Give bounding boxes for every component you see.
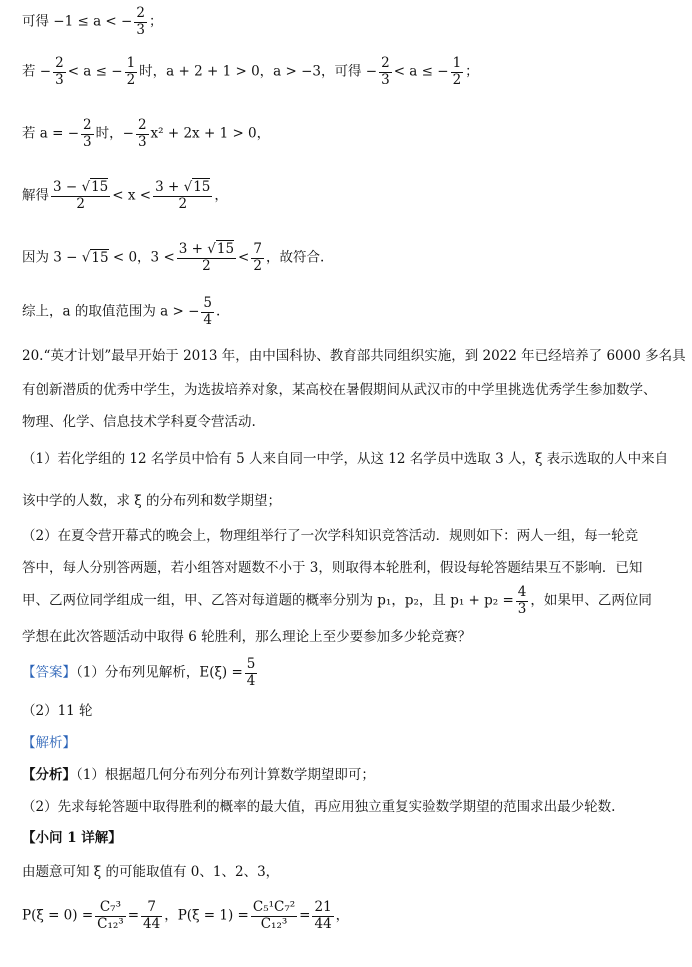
- fraction: [95, 900, 126, 932]
- question-2-line-2: 答中，每人分别答两题，若小组答对题数不小于 3，则取得本轮胜利，假设每轮答题结果互不影响．已知: [22, 560, 643, 576]
- denominator: 2: [452, 71, 462, 88]
- numerator: 3 + √15: [155, 179, 211, 195]
- fenxi-tag: 【分析】: [22, 767, 76, 783]
- radicand: 15: [91, 179, 109, 195]
- fraction: [451, 56, 464, 88]
- text: ，P(ξ = 1) =: [164, 907, 249, 924]
- numerator: 5: [203, 295, 212, 311]
- text: 3 +: [155, 179, 184, 195]
- numerator: 2: [136, 5, 145, 21]
- fenxi-line-1: [22, 763, 375, 783]
- numerator: C₇³: [95, 900, 126, 917]
- answer-line-1: [22, 657, 259, 689]
- text: 时，a + 2 + 1 > 0，a > −3，可得 −: [139, 63, 378, 80]
- fraction: [141, 900, 162, 932]
- detail-line-2: [22, 900, 349, 932]
- text: P(ξ = 0) =: [22, 907, 94, 924]
- numerator: 4: [517, 584, 527, 600]
- fraction: [251, 242, 264, 274]
- solution-line-5: 因为 3 − √15 < 0，3 < $\frac{3 + √15}{2}$ < $\frac{7}{2}$ ，故符合.: [22, 241, 325, 274]
- question-1-line-1: （1）若化学组的 12 名学员中恰有 5 人来自同一中学，从这 12 名学员中选取 3 人，ξ 表示选取的人中来自: [22, 451, 669, 467]
- solution-line-6: [22, 296, 220, 328]
- numerator: 7: [253, 241, 262, 257]
- detail-tag: 【小问 1 详解】: [22, 830, 122, 846]
- answer-tag: 【答案】: [22, 664, 76, 681]
- text: < x <: [112, 187, 152, 204]
- text: ，: [214, 187, 228, 204]
- text: 因为 3 −: [22, 249, 82, 266]
- denominator: 3: [55, 71, 64, 88]
- radicand: 15: [193, 179, 211, 195]
- text: ，故符合.: [265, 249, 325, 266]
- problem-line-3: 物理、化学、信息技术学科夏令营活动.: [22, 414, 256, 430]
- numerator: 3 − √15: [53, 179, 109, 195]
- numerator: 1: [126, 55, 136, 71]
- text: x² + 2x + 1 > 0，: [150, 125, 271, 142]
- text: （1）根据超几何分布列分布列计算数学期望即可；: [76, 767, 375, 783]
- numerator: 5: [246, 656, 256, 672]
- text: 甲、乙两位同学组成一组，甲、乙答对每道题的概率分别为 p₁，p₂，且 p₁ + p₂ =: [22, 592, 514, 609]
- analysis-tag: 【解析】: [22, 735, 76, 751]
- text: .: [215, 303, 221, 320]
- denominator: 3: [381, 71, 390, 88]
- fraction: [379, 56, 392, 88]
- text: <: [238, 249, 250, 266]
- text: < a ≤ −: [67, 63, 123, 80]
- fraction: [245, 657, 258, 689]
- numerator: 3 + √15: [178, 241, 235, 257]
- text: 综上，a 的取值范围为 a > −: [22, 303, 200, 320]
- text: =: [299, 907, 311, 924]
- numerator: 2: [83, 117, 92, 133]
- numerator: 7: [141, 900, 162, 917]
- question-2-line-4: 学想在此次答题活动中取得 6 轮胜利，那么理论上至少要参加多少轮竞赛？: [22, 629, 472, 645]
- text: 3 −: [53, 179, 82, 195]
- numerator: 2: [55, 55, 64, 71]
- fraction: [136, 118, 149, 150]
- denominator: 3: [83, 133, 92, 150]
- denominator: C₁₂³: [260, 915, 288, 932]
- question-1-line-2: 该中学的人数，求 ξ 的分布列和数学期望；: [22, 493, 282, 509]
- numerator: C₅¹C₇²: [252, 899, 296, 915]
- fraction: [153, 180, 212, 212]
- answer-line-2: （2）11 轮: [22, 703, 93, 719]
- numerator: 2: [381, 55, 390, 71]
- text: ，: [335, 907, 350, 924]
- text: 3 +: [178, 241, 208, 257]
- question-2-line-3: [22, 585, 652, 617]
- denominator: 4: [203, 311, 212, 328]
- problem-line-1: 20.“英才计划”最早开始于 2013 年，由中国科协、教育部共同组织实施，到 2022 年已经培养了 6000 多名具: [22, 348, 686, 364]
- denominator: 3: [517, 600, 527, 617]
- denominator: 3: [136, 21, 145, 38]
- fraction: [312, 900, 333, 932]
- solution-line-4: [22, 180, 228, 212]
- denominator: 44: [143, 915, 161, 932]
- fraction: [134, 6, 147, 38]
- fraction: [201, 296, 214, 328]
- denominator: 2: [178, 195, 188, 212]
- fraction: [81, 118, 94, 150]
- denominator: 3: [137, 133, 147, 150]
- numerator: 2: [137, 117, 147, 133]
- text: ；: [148, 13, 163, 30]
- text: 时，−: [95, 125, 134, 142]
- text: 若 −: [22, 63, 52, 80]
- denominator: 2: [126, 71, 136, 88]
- radicand: 15: [216, 241, 235, 257]
- denominator: 4: [246, 672, 256, 689]
- denominator: 2: [253, 257, 262, 274]
- numerator: 1: [452, 55, 462, 71]
- denominator: 2: [202, 257, 211, 274]
- denominator: C₁₂³: [97, 915, 124, 932]
- fraction: [516, 585, 529, 617]
- fenxi-line-2: （2）先求每轮答题中取得胜利的概率的最大值，再应用独立重复实验数学期望的范围求出最少轮数.: [22, 799, 616, 815]
- radicand: 15: [91, 249, 109, 266]
- fraction: [125, 56, 138, 88]
- text: 可得 −1 ≤ a < −: [22, 13, 133, 30]
- detail-line-1: 由题意可知 ξ 的可能取值有 0、1、2、3，: [22, 864, 280, 880]
- fraction: [51, 180, 110, 212]
- denominator: 44: [314, 915, 332, 932]
- text: < a ≤ −: [393, 63, 449, 80]
- fraction: [177, 242, 236, 274]
- text: （1）分布列见解析，E(ξ) =: [76, 664, 243, 681]
- text: ；: [465, 63, 479, 80]
- text: < 0，3 <: [108, 249, 175, 266]
- text: ，如果甲、乙两位同: [530, 592, 652, 609]
- denominator: 2: [76, 195, 85, 212]
- fraction: [251, 900, 297, 932]
- solution-line-1: [22, 6, 162, 38]
- text: 解得: [22, 187, 49, 204]
- question-2-line-1: （2）在夏令营开幕式的晚会上，物理组举行了一次学科知识竞答活动．规则如下：两人一组，每一轮竞: [22, 528, 639, 544]
- fraction: [53, 56, 66, 88]
- text: =: [127, 907, 140, 924]
- solution-line-3: [22, 118, 270, 150]
- numerator: 21: [314, 899, 332, 915]
- problem-line-2: 有创新潜质的优秀中学生，为选拔培养对象，某高校在暑假期间从武汉市的中学里挑选优秀学生参加数学、: [22, 382, 657, 398]
- solution-line-2: [22, 56, 479, 88]
- text: 若 a = −: [22, 125, 80, 142]
